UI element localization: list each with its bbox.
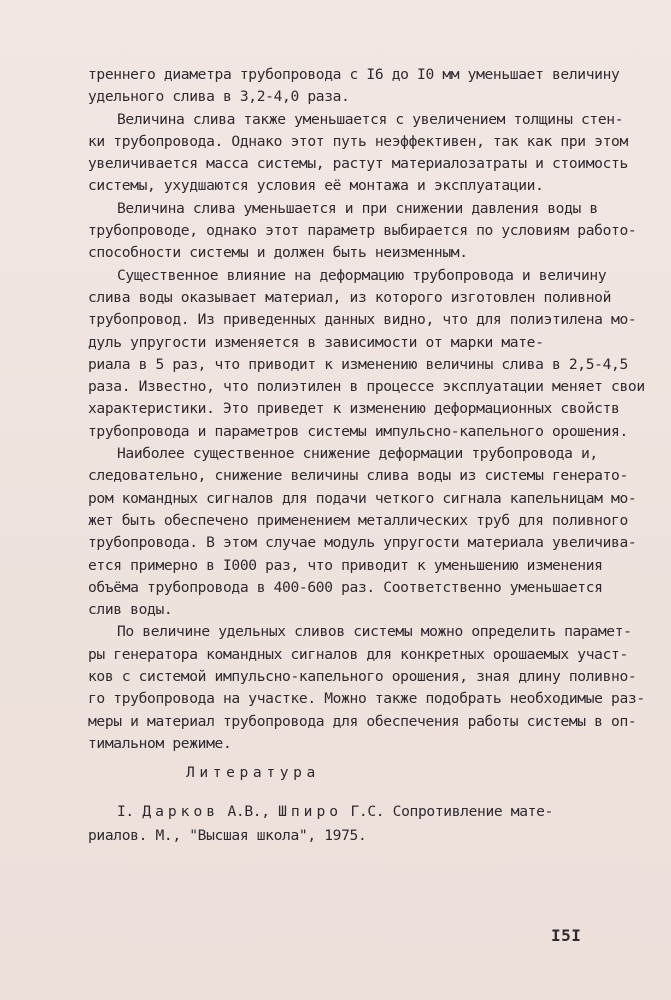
text-line: следовательно, снижение величины слива воды из системы генерато- (88, 467, 628, 485)
text-line: раза. Известно, что полиэтилен в процессе эксплуатации меняет свои (88, 378, 645, 396)
text-line: го трубопровода на участке. Можно также подобрать необходимые раз- (88, 690, 645, 708)
body-text (88, 64, 646, 755)
text-line: трубопровода. В этом случае модуль упругости материала увеличива- (88, 534, 637, 552)
reference-item-1-line-2: риалов. М., "Высшая школа", 1975. (88, 827, 367, 844)
text-line: ется примерно в I000 раз, что приводит к уменьшению изменения (88, 556, 603, 574)
text-line: тимальном режиме. (88, 734, 232, 752)
text-line: увеличивается масса системы, растут материалозатраты и стоимость (88, 155, 628, 173)
text-line: характеристики. Это приведет к изменению деформационных свойств (88, 400, 620, 418)
text-line: трубопровода и параметров системы импульсно-капельного орошения. (88, 422, 628, 440)
reference-author-1-initials: А.В., (227, 803, 270, 820)
text-line: Величина слива также уменьшается с увеличением толщины стен- (117, 110, 624, 128)
text-line: меры и материал трубопровода для обеспечения работы системы в оп- (88, 712, 637, 730)
text-line: способности системы и должен быть неизменным. (88, 244, 468, 262)
text-line: Существенное влияние на деформацию трубопровода и величину (117, 266, 607, 284)
text-line: объёма трубопровода в 400-600 раз. Соответственно уменьшается (88, 578, 603, 596)
page-number: I5I (551, 926, 582, 945)
text-line: риала в 5 раз, что приводит к изменению величины слива в 2,5-4,5 (88, 355, 628, 373)
reference-item-1-line-1 (88, 799, 646, 823)
text-line: трубопроводе, однако этот параметр выбирается по условиям работо- (88, 222, 637, 240)
text-line: жет быть обеспечено применением металлических труб для поливного (88, 511, 628, 529)
text-line: треннего диаметра трубопровода с I6 до I0 мм уменьшает величину (88, 66, 620, 83)
text-line: системы, ухудшаются условия её монтажа и эксплуатации. (88, 177, 544, 195)
text-line: Наиболее существенное снижение деформации трубопровода и, (117, 445, 598, 463)
references-heading: Литература (186, 764, 320, 781)
reference-title-part-1: Сопротивление мате- (392, 803, 553, 820)
reference-author-1: Дарков (142, 803, 220, 820)
text-line: ры генератора командных сигналов для конкретных орошаемых участ- (88, 645, 628, 663)
text-line: удельного слива в 3,2-4,0 раза. (88, 88, 350, 106)
text-line: дуль упругости изменяется в зависимости от марки мате- (88, 333, 544, 351)
reference-number: I. (117, 803, 134, 820)
text-line: Величина слива уменьшается и при снижении давления воды в (117, 199, 598, 217)
reference-author-2: Шпиро (278, 803, 343, 820)
text-line: ков с системой импульсно-капельного орошения, зная длину поливно- (88, 668, 637, 686)
reference-author-2-initials: Г.С. (350, 803, 385, 820)
text-line: трубопровод. Из приведенных данных видно, что для полиэтилена мо- (88, 311, 637, 329)
references-section (88, 760, 646, 847)
text-line: ки трубопровода. Однако этот путь неэффективен, так как при этом (88, 132, 628, 150)
text-line: слив воды. (88, 601, 173, 619)
text-line: По величине удельных сливов системы можно определить парамет- (117, 623, 632, 641)
text-line: ром командных сигналов для подачи четкого сигнала капельницам мо- (88, 489, 637, 507)
text-line: слива воды оказывает материал, из которого изготовлен поливной (88, 288, 612, 306)
